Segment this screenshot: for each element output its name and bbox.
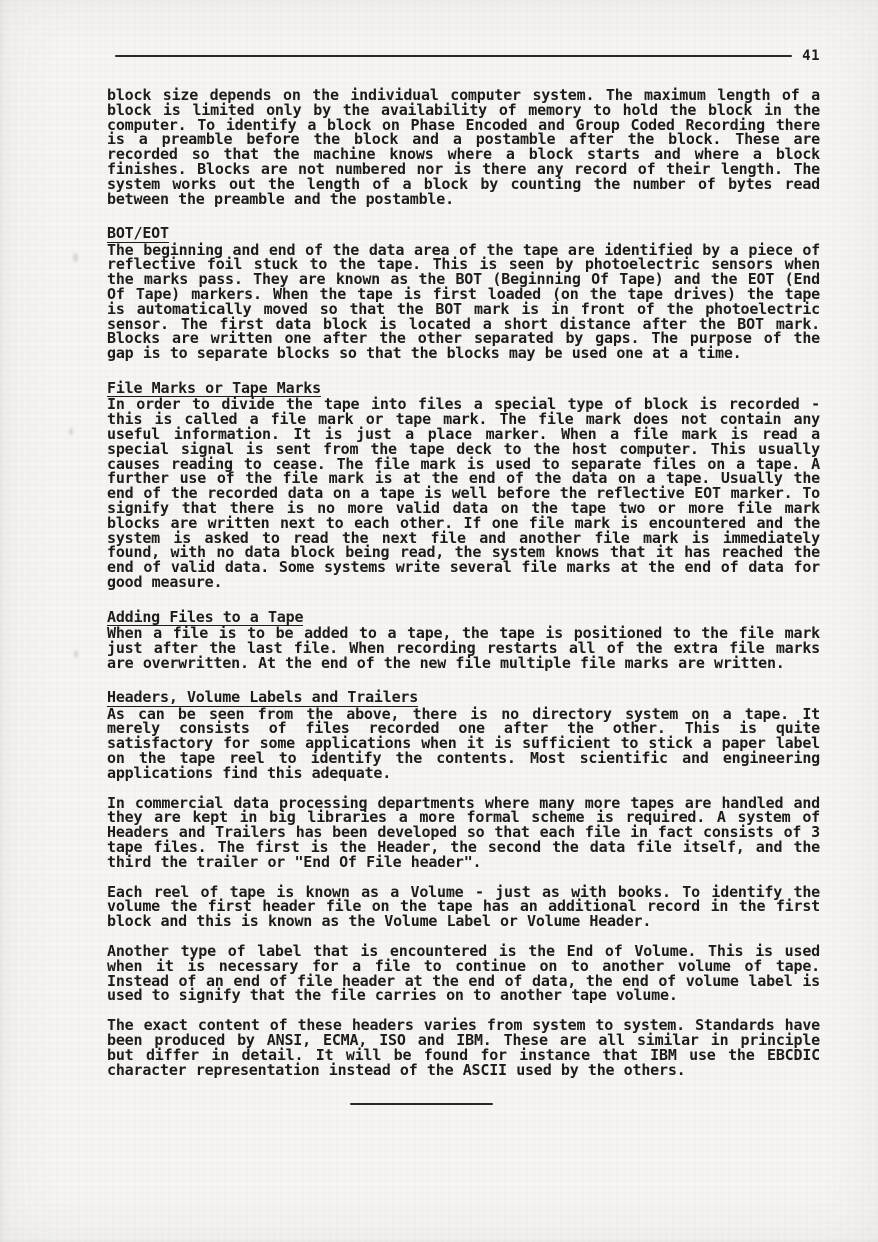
section-heading-adding-files: Adding Files to a Tape [107, 607, 304, 626]
section-adding-files [107, 607, 820, 672]
page-header [107, 46, 820, 66]
scan-artifact-speck [69, 428, 73, 435]
paragraph: Each reel of tape is known as a Volume - just as with books. To identify the volume the first header file on the tape has an additional record in the first block and this is known as the Volume Label or Volume Header. [107, 882, 820, 931]
scan-artifact-speck [73, 253, 78, 262]
header-rule [115, 55, 792, 57]
section-bot-eot [107, 226, 820, 361]
section-end-rule [350, 1103, 493, 1105]
section-headers-volume-labels [107, 690, 820, 1077]
document-body [107, 88, 820, 1105]
section-heading-file-marks: File Marks or Tape Marks [107, 379, 321, 398]
section-file-marks [107, 381, 820, 590]
page-content [107, 46, 820, 1105]
section-heading-bot-eot: BOT/EOT [107, 224, 169, 243]
page-number: 41 [802, 48, 820, 64]
section-continuation [107, 88, 820, 206]
paragraph: block size depends on the individual computer system. The maximum length of a block is limited only by the availability of memory to hold the block in the computer. To identify a block on Phase Encoded and Group Coded Recording there is a preamble before the block and a postamble after the block. These are recorded so that the machine knows where a block starts and where a block finishes. Blocks are not numbered nor is there any record of their length. The system works out the length of a block by counting the number of bytes read between the preamble and the postamble. [107, 86, 820, 208]
section-heading-headers-volume-labels: Headers, Volume Labels and Trailers [107, 688, 419, 707]
paragraph: In commercial data processing departments where many more tapes are handled and they are kept in big libraries a more formal scheme is required. A system of Headers and Trailers has been developed so that each file in fact consists of 3 tape files. The first is the Header, the second the data file itself, and the third the trailer or "End Of File header". [107, 793, 820, 871]
paragraph: The exact content of these headers varies from system to system. Standards have been produced by ANSI, ECMA, ISO and IBM. These are all similar in principle but differ in detail. It will be found for instance that IBM use the EBCDIC character representation instead of the ASCII used by the others. [107, 1016, 820, 1079]
paragraph: Another type of label that is encountered is the End of Volume. This is used when it is necessary for a file to continue on to another volume of tape. Instead of an end of file header at the end of data, the end of volume label is used to signify that the file carries on to another tape volume. [107, 942, 820, 1005]
paragraph: In order to divide the tape into files a special type of block is recorded - this is called a file mark or tape mark. The file mark does not contain any useful information. It is just a place marker. When a file mark is read a special signal is sent from the tape deck to the host computer. This usually causes reading to cease. The file mark is used to separate files on a tape. A further use of the file mark is at the end of the data on a tape. Usually the end of the recorded data on a tape is well before the reflective EOT marker. To signify that there is no more valid data on the tape two or more file mark blocks are written next to each other. If one file mark is encountered and the system is asked to read the next file and another file mark is immediately found, with no data block being read, the system knows that it has reached the end of valid data. Some systems write several file marks at the end of data for good measure. [107, 395, 820, 591]
paragraph: As can be seen from the above, there is no directory system on a tape. It merely consists of files recorded one after the other. This is quite satisfactory for some applications when it is sufficient to stick a paper label on the tape reel to identify the contents. Most scientific and engineering applications find this adequate. [107, 704, 820, 782]
paragraph: When a file is to be added to a tape, the tape is positioned to the file mark just after the last file. When recording restarts all of the extra file marks are overwritten. At the end of the new file multiple file marks are written. [107, 624, 820, 672]
paragraph: The beginning and end of the data area of the tape are identified by a piece of reflective foil stuck to the tape. This is seen by photoelectric sensors when the marks pass. They are known as the BOT (Beginning Of Tape) and the EOT (End Of Tape) markers. When the tape is first loaded (on the tape drives) the tape is automatically moved so that the BOT mark is in front of the photoelectric sensor. The first data block is located a short distance after the BOT mark. Blocks are written one after the other separated by gaps. The purpose of the gap is to separate blocks so that the blocks may be used one at a time. [107, 240, 820, 363]
scan-artifact-speck [74, 650, 78, 658]
